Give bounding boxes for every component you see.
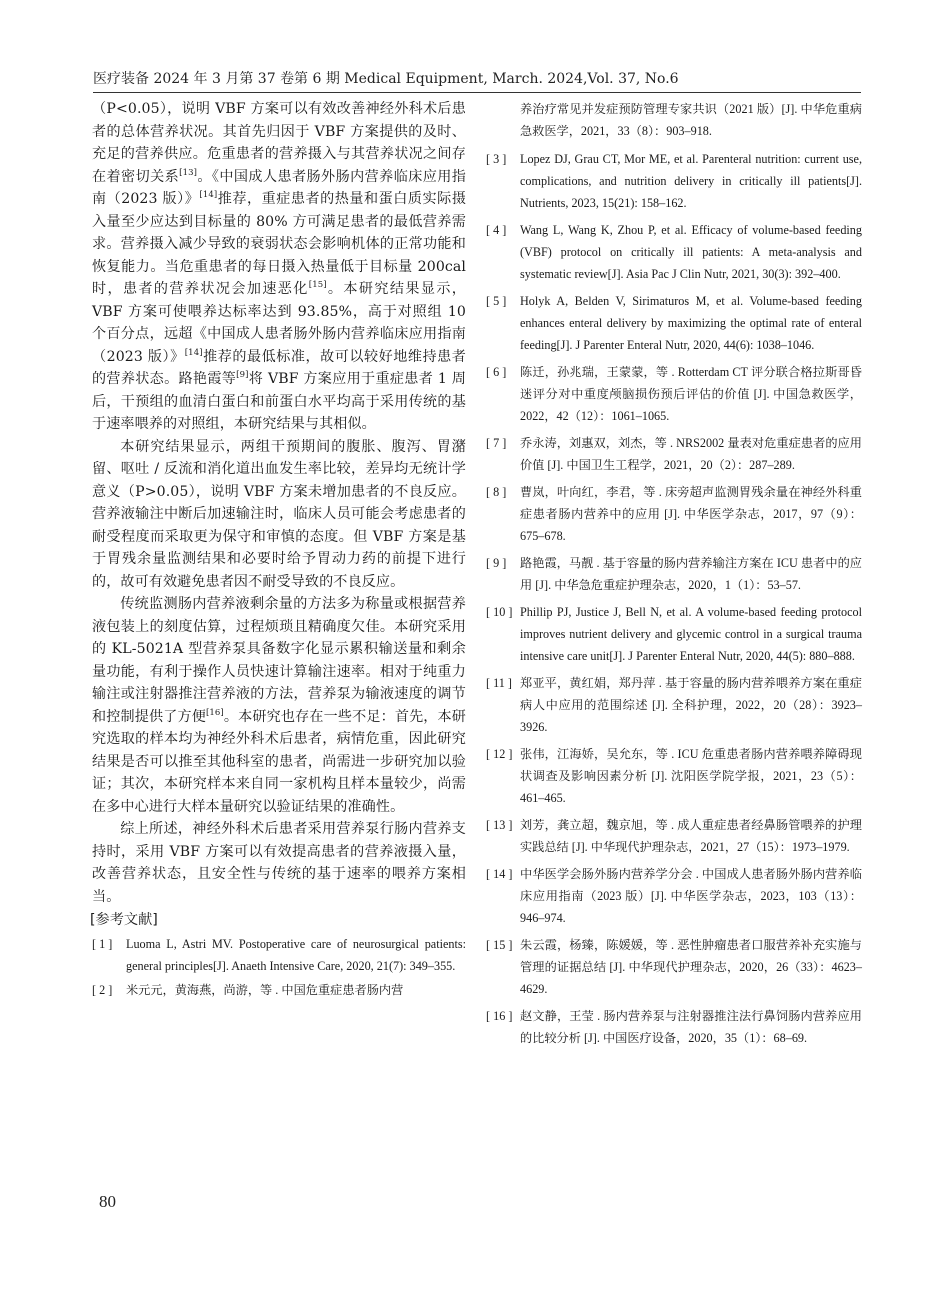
reference-text-continued: 养治疗常见并发症预防管理专家共识（2021 版）[J]. 中华危重病急救医学，2021，33（8）：903–918. bbox=[520, 102, 862, 138]
body-paragraph-3 bbox=[92, 593, 466, 818]
reference-number: [ 14 ] bbox=[486, 867, 513, 881]
reference-item bbox=[486, 219, 862, 285]
reference-text: 乔永涛，刘惠双，刘杰，等 . NRS2002 量表对危重症患者的应用价值 [J]. 中国卫生工程学，2021，20（2）：287–289. bbox=[520, 436, 862, 472]
body-paragraph-2: 本研究结果显示，两组干预期间的腹胀、腹泻、胃潴留、呕吐 / 反流和消化道出血发生率比较，差异均无统计学意义（P>0.05），说明 VBF 方案未增加患者的不良反应。营养液输注中断后加速输注时，临床人员可能会考虑患者的耐受程度而采取更为保守和审慎的态度。但 VBF 方案是基于胃残余量监测结果和必要时给予胃动力药的前提下进行的，故可有效避免患者因不耐受导致的不良反应。 bbox=[92, 438, 466, 590]
reference-number: [ 7 ] bbox=[486, 436, 507, 450]
body-paragraph-1 bbox=[92, 98, 466, 436]
references-heading: [参考文献] bbox=[90, 912, 158, 928]
reference-text: 郑亚平，黄红娟，郑丹萍 . 基于容量的肠内营养喂养方案在重症病人中应用的范围综述 [J]. 全科护理，2022，20（28）：3923–3926. bbox=[520, 676, 862, 734]
reference-text: Luoma L, Astri MV. Postoperative care of neurosurgical patients: general principles[J]. Anaeth Intensive Care, 2020, 21(7): 349–355. bbox=[126, 937, 466, 973]
reference-item bbox=[486, 481, 862, 547]
reference-item bbox=[486, 934, 862, 1000]
reference-item bbox=[486, 743, 862, 809]
reference-number: [ 9 ] bbox=[486, 556, 507, 570]
paragraph-text: 。本研究也存在一些不足：首先，本研究选取的样本均为神经外科术后患者，病情危重，因此研究结果是否可以推至其他科室的患者，尚需进一步研究加以验证；其次，本研究样本来自同一家机构且样本量较少，尚需在多中心进行大样本量研究以验证结果的准确性。 bbox=[92, 708, 466, 815]
reference-number: [ 4 ] bbox=[486, 223, 507, 237]
header-divider bbox=[93, 92, 861, 93]
reference-text: 张伟，江海娇，吴允东，等 . ICU 危重患者肠内营养喂养障碍现状调查及影响因素分析 [J]. 沈阳医学院学报，2021，23（5）：461–465. bbox=[520, 747, 862, 805]
paragraph-text: 推荐的最低标准，故可以较好地维持患者的营养状态。路艳霞等 bbox=[92, 348, 466, 387]
reference-text: 米元元，黄海燕，尚游，等 . 中国危重症患者肠内营 bbox=[126, 983, 404, 997]
reference-item bbox=[486, 601, 862, 667]
reference-item bbox=[92, 933, 466, 977]
reference-number: [ 5 ] bbox=[486, 294, 507, 308]
citation-superscript: [15] bbox=[308, 280, 327, 290]
reference-item bbox=[92, 979, 466, 1001]
paragraph-text: 。《中国成人患者肠外肠内营养临床应用指南（2023 版）》 bbox=[92, 168, 466, 207]
reference-number: [ 13 ] bbox=[486, 818, 513, 832]
reference-text: 路艳霞，马靓 . 基于容量的肠内营养输注方案在 ICU 患者中的应用 [J]. 中华急危重症护理杂志，2020，1（1）：53–57. bbox=[520, 556, 862, 592]
reference-item bbox=[486, 148, 862, 214]
reference-item bbox=[486, 863, 862, 929]
reference-number: [ 3 ] bbox=[486, 152, 507, 166]
right-column bbox=[486, 98, 862, 1054]
reference-text: 赵文静，王莹 . 肠内营养泵与注射器推注法行鼻饲肠内营养应用的比较分析 [J]. 中国医疗设备，2020，35（1）：68–69. bbox=[520, 1009, 862, 1045]
paragraph-text: 将 VBF 方案应用于重症患者 1 周后，干预组的血清白蛋白和前蛋白水平均高于采用传统的基于速率喂养的对照组，本研究结果与其相似。 bbox=[92, 371, 466, 432]
reference-number: [ 8 ] bbox=[486, 485, 507, 499]
reference-number: [ 2 ] bbox=[92, 983, 113, 997]
citation-superscript: [14] bbox=[184, 347, 203, 358]
paragraph-text: （P<0.05），说明 VBF 方案可以有效改善神经外科术后患者的总体营养状况。其首先归因于 VBF 方案提供的及时、充足的营养供应。危重患者的营养摄入与其营养状况之间存在着密切关系 bbox=[92, 101, 466, 185]
reference-number: [ 1 ] bbox=[92, 937, 113, 951]
reference-number: [ 16 ] bbox=[486, 1009, 513, 1023]
reference-text: Holyk A, Belden V, Sirimaturos M, et al. Volume-based feeding enhances enteral delivery by maximizing the optimal rate of enteral feeding[J]. J Parenter Enteral Nutr, 2020, 44(6): 1038–1046. bbox=[520, 294, 862, 352]
reference-item bbox=[486, 672, 862, 738]
citation-superscript: [14] bbox=[199, 190, 218, 200]
running-header: 医疗装备 2024 年 3 月第 37 卷第 6 期 Medical Equipment, March. 2024,Vol. 37, No.6 bbox=[93, 71, 679, 87]
citation-superscript: [13] bbox=[179, 167, 198, 178]
reference-item bbox=[486, 290, 862, 356]
reference-text: 曹岚，叶向红，李君，等 . 床旁超声监测胃残余量在神经外科重症患者肠内营养中的应用 [J]. 中华医学杂志，2017，97（9）：675–678. bbox=[520, 485, 862, 543]
left-column bbox=[92, 98, 466, 1003]
reference-text: 陈迁，孙兆瑞，王蒙蒙，等 . Rotterdam CT 评分联合格拉斯哥昏迷评分对中重度颅脑损伤预后评估的价值 [J]. 中国急救医学，2022，42（12）：1061–1065. bbox=[520, 365, 862, 423]
reference-item bbox=[486, 552, 862, 596]
reference-item bbox=[486, 814, 862, 858]
reference-text: 中华医学会肠外肠内营养学分会 . 中国成人患者肠外肠内营养临床应用指南（2023 版）[J]. 中华医学杂志，2023，103（13）：946–974. bbox=[520, 867, 862, 925]
paragraph-text: 传统监测肠内营养液剩余量的方法多为称量或根据营养液包装上的刻度估算，过程烦琐且精确度欠佳。本研究采用的 KL-5021A 型营养泵具备数字化显示累积输送量和剩余量功能，有利于操作人员快速计算输注速率。相对于纯重力输注或注射器推注营养液的方法，营养泵为输液速度的调节和控制提供了方便 bbox=[92, 596, 466, 725]
reference-item bbox=[486, 432, 862, 476]
reference-text: 朱云霞，杨臻，陈媛媛，等 . 恶性肿瘤患者口服营养补充实施与管理的证据总结 [J]. 中华现代护理杂志，2020，26（33）：4623–4629. bbox=[520, 938, 862, 996]
reference-text: 刘芳，龚立超，魏京旭，等 . 成人重症患者经鼻肠管喂养的护理实践总结 [J]. 中华现代护理杂志，2021，27（15）：1973–1979. bbox=[520, 818, 862, 854]
reference-text: Lopez DJ, Grau CT, Mor ME, et al. Parenteral nutrition: current use, complications, and nutrition delivery in critically ill patients[J]. Nutrients, 2023, 15(21): 158–162. bbox=[520, 152, 862, 210]
reference-text: Phillip PJ, Justice J, Bell N, et al. A volume-based feeding protocol improves nutrient delivery and glycemic control in a surgical trauma intensive care unit[J]. J Parenter Enteral Nutr, 2020, 44(5): 880–888. bbox=[520, 605, 862, 663]
page-number: 80 bbox=[99, 1192, 116, 1211]
reference-text: Wang L, Wang K, Zhou P, et al. Efficacy of volume-based feeding (VBF) protocol on critically ill patients: A meta-analysis and systematic review[J]. Asia Pac J Clin Nutr, 2021, 30(3): 392–400. bbox=[520, 223, 862, 281]
reference-item bbox=[486, 1005, 862, 1049]
reference-number: [ 11 ] bbox=[486, 676, 512, 690]
citation-superscript: [16] bbox=[205, 707, 224, 718]
reference-item bbox=[486, 361, 862, 427]
citation-superscript: [9] bbox=[236, 370, 249, 380]
paragraph-text: 推荐，重症患者的热量和蛋白质实际摄入量至少应达到目标量的 80% 方可满足患者的最低营养需求。营养摄入减少导致的衰弱状态会影响机体的正常功能和恢复能力。当危重患者的每日摄入热量低于目标量 200cal 时，患者的营养状况会加速恶化 bbox=[92, 191, 467, 297]
reference-number: [ 15 ] bbox=[486, 938, 513, 952]
paragraph-text: 。本研究结果显示，VBF 方案可使喂养达标率达到 93.85%，高于对照组 10 个百分点，远超《中国成人患者肠外肠内营养临床应用指南（2023 版）》 bbox=[92, 281, 466, 365]
body-paragraph-4: 综上所述，神经外科术后患者采用营养泵行肠内营养支持时，采用 VBF 方案可以有效提高患者的营养液摄入量，改善营养状态，且安全性与传统的基于速率的喂养方案相当。 bbox=[92, 821, 466, 905]
reference-number: [ 12 ] bbox=[486, 747, 513, 761]
reference-number: [ 6 ] bbox=[486, 365, 507, 379]
reference-number: [ 10 ] bbox=[486, 605, 513, 619]
